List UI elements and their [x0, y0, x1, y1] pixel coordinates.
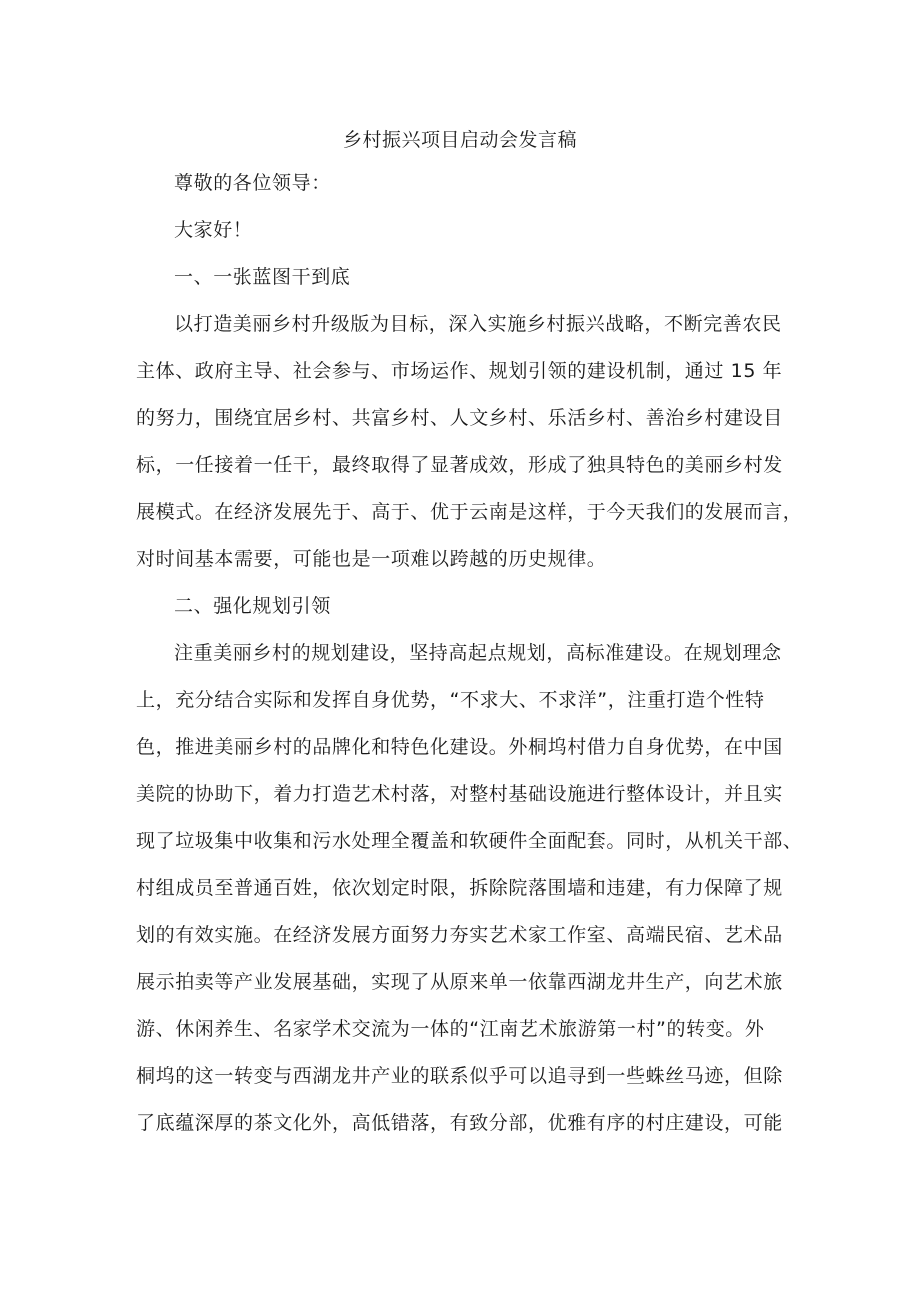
paragraph-line: 游、休闲养生、名家学术交流为一体的“江南艺术旅游第一村”的转变。外 [136, 1018, 765, 1040]
paragraph-line: 了底蕴深厚的茶文化外，高低错落，有致分部，优雅有序的村庄建设，可能 [136, 1112, 783, 1134]
paragraph-line: 现了垃圾集中收集和污水处理全覆盖和软硬件全面配套。同时，从机关干部、 [136, 830, 803, 852]
section-1-paragraph [136, 301, 803, 583]
salutation: 尊敬的各位领导： [174, 172, 331, 194]
section-2-heading: 二、强化规划引领 [174, 595, 331, 617]
paragraph-line: 以打造美丽乡村升级版为目标，深入实施乡村振兴战略，不断完善农民 [174, 313, 782, 335]
section-2-paragraph [136, 630, 803, 1147]
paragraph-line: 标，一任接着一任干，最终取得了显著成效，形成了独具特色的美丽乡村发 [136, 454, 783, 476]
paragraph-line: 展模式。在经济发展先于、高于、优于云南是这样，于今天我们的发展而言， [136, 501, 803, 523]
document-title: 乡村振兴项目启动会发言稿 [342, 129, 577, 151]
paragraph-line: 色，推进美丽乡村的品牌化和特色化建设。外桐坞村借力自身优势，在中国 [136, 736, 783, 758]
paragraph-line: 划的有效实施。在经济发展方面努力夯实艺术家工作室、高端民宿、艺术品 [136, 924, 783, 946]
greeting: 大家好！ [174, 219, 253, 241]
paragraph-line: 上，充分结合实际和发挥自身优势，“不求大、不求洋”，注重打造个性特 [136, 689, 765, 711]
paragraph-line: 注重美丽乡村的规划建设，坚持高起点规划，高标准建设。在规划理念 [174, 642, 782, 664]
paragraph-line: 美院的协助下，着力打造艺术村落，对整村基础设施进行整体设计，并且实 [136, 783, 783, 805]
paragraph-line: 桐坞的这一转变与西湖龙井产业的联系似乎可以追寻到一些蛛丝马迹，但除 [136, 1065, 783, 1087]
section-1-heading: 一、一张蓝图干到底 [174, 266, 351, 288]
paragraph-line: 对时间基本需要，可能也是一项难以跨越的历史规律。 [136, 548, 607, 570]
paragraph-line: 展示拍卖等产业发展基础，实现了从原来单一依靠西湖龙井生产，向艺术旅 [136, 971, 783, 993]
paragraph-line: 的努力，围绕宜居乡村、共富乡村、人文乡村、乐活乡村、善治乡村建设目 [136, 407, 783, 429]
paragraph-line: 村组成员至普通百姓，依次划定时限，拆除院落围墙和违建，有力保障了规 [136, 877, 783, 899]
paragraph-line: 主体、政府主导、社会参与、市场运作、规划引领的建设机制，通过 15 年 [136, 360, 783, 382]
